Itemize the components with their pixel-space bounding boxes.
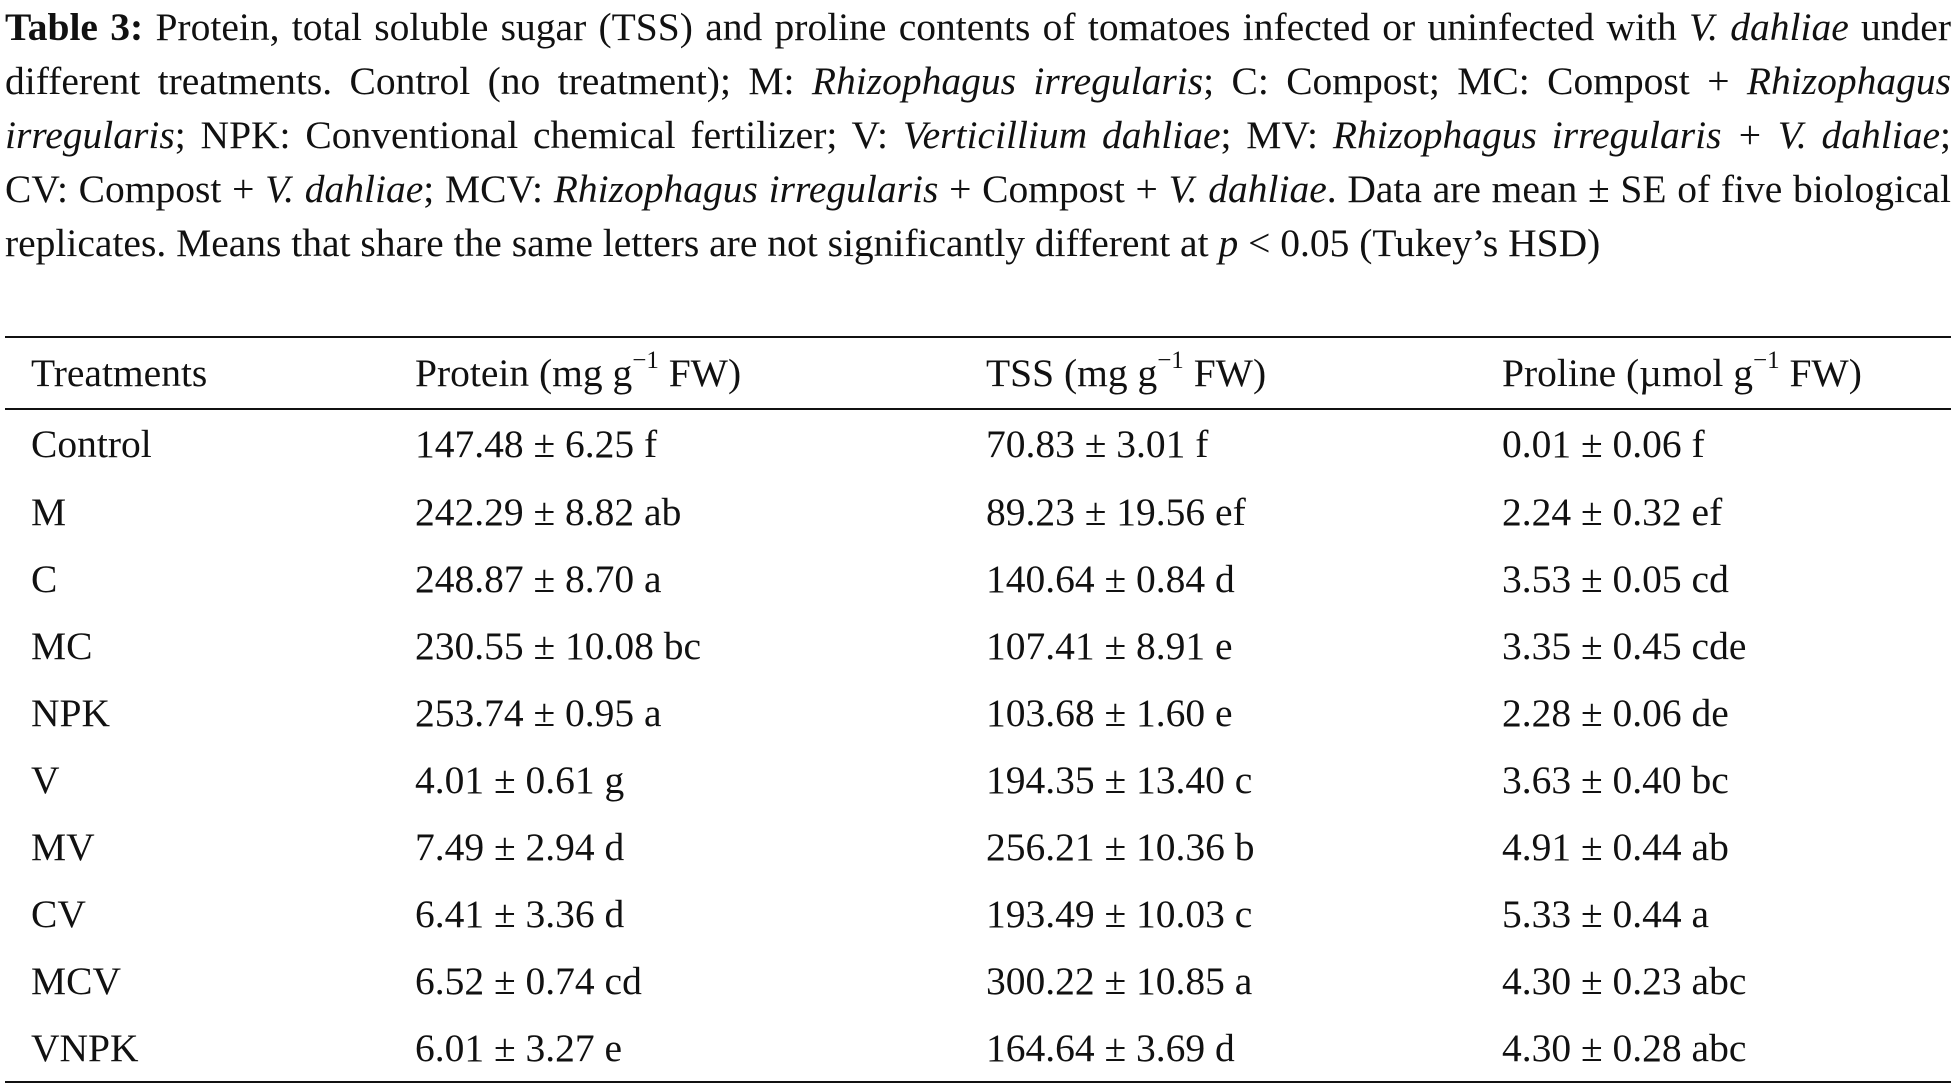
header-text: TSS (mg g: [986, 351, 1158, 395]
table-row: [5, 813, 1951, 880]
header-text: Protein (mg g: [415, 351, 633, 395]
cell-tss: 70.83 ± 3.01 f: [986, 422, 1209, 466]
header-proline: [1502, 337, 1951, 409]
header-row: [5, 337, 1951, 409]
cell-proline: 3.53 ± 0.05 cd: [1502, 556, 1729, 601]
caption-text: ; MCV:: [423, 167, 554, 211]
caption-italic-text: Rhizophagus irregularis: [5, 59, 1951, 157]
table-row: [5, 612, 1951, 679]
cell-proline: 3.35 ± 0.45 cde: [1502, 623, 1747, 668]
table-label: Table 3:: [5, 5, 144, 49]
cell-protein: 6.01 ± 3.27 e: [415, 1014, 986, 1082]
caption-italic-text: V. dahliae: [1168, 167, 1327, 211]
cell-treatment: MV: [31, 824, 95, 869]
cell-proline: 5.33 ± 0.44 a: [1502, 891, 1710, 936]
cell-tss: 89.23 ± 19.56 ef: [986, 489, 1246, 534]
cell-protein: 230.55 ± 10.08 bc: [415, 623, 702, 668]
caption-text: under different treatments. Control (no treatment); M:: [5, 5, 1951, 103]
table-row: [5, 880, 1951, 947]
caption-italic-text: Rhizophagus irregularis + V. dahliae: [1332, 113, 1941, 157]
cell-protein: 6.41 ± 3.36 d: [415, 891, 625, 936]
cell-tss: 256.21 ± 10.36 b: [986, 824, 1255, 869]
cell-protein: 248.87 ± 8.70 a: [415, 556, 662, 601]
header-unit: FW): [1183, 351, 1267, 395]
cell-treatment: M: [31, 489, 67, 534]
header-superscript: −1: [1157, 347, 1184, 374]
cell-treatment: CV: [31, 891, 86, 936]
cell-protein: 242.29 ± 8.82 ab: [415, 489, 682, 534]
cell-treatment: C: [31, 556, 58, 601]
header-superscript: −1: [1752, 347, 1780, 374]
caption-text: ; C: Compost; MC: Compost +: [1203, 59, 1747, 103]
cell-protein: 147.48 ± 6.25 f: [415, 422, 658, 466]
header-text: Treatments: [31, 351, 208, 395]
caption-italic-text: Rhizophagus irregularis: [811, 59, 1204, 103]
caption-text: + Compost +: [938, 167, 1169, 211]
header-unit: FW): [1779, 351, 1862, 395]
caption-text: < 0.05 (Tukey’s HSD): [1238, 221, 1601, 265]
header-text: Proline (µmol g: [1502, 351, 1753, 395]
cell-treatment: NPK: [31, 690, 111, 735]
cell-tss: 194.35 ± 13.40 c: [986, 757, 1253, 802]
cell-proline: 0.01 ± 0.06 f: [1502, 422, 1705, 466]
header-superscript: −1: [632, 347, 659, 374]
cell-tss: 193.49 ± 10.03 c: [986, 891, 1253, 936]
caption-italic-text: V. dahliae: [265, 167, 424, 211]
cell-proline: 4.30 ± 0.23 abc: [1502, 958, 1747, 1003]
cell-tss: 107.41 ± 8.91 e: [986, 623, 1233, 668]
cell-protein: 253.74 ± 0.95 a: [415, 690, 662, 735]
caption-italic-text: Verticillium dahliae: [902, 113, 1221, 157]
cell-treatment: Control: [31, 422, 152, 466]
caption-text: ; CV: Compost +: [5, 113, 1951, 211]
table-row: [5, 746, 1951, 813]
table-row: [5, 478, 1951, 545]
cell-protein: 4.01 ± 0.61 g: [415, 757, 625, 802]
cell-protein: 6.52 ± 0.74 cd: [415, 958, 642, 1003]
caption-text: ; NPK: Conventional chemical fertilizer; V:: [174, 113, 903, 157]
cell-proline: 3.63 ± 0.40 bc: [1502, 757, 1729, 802]
cell-tss: 300.22 ± 10.85 a: [986, 958, 1253, 1003]
header-tss: [986, 337, 1502, 409]
cell-treatment: MC: [31, 623, 93, 668]
table-caption: [5, 0, 1951, 270]
cell-tss: 164.64 ± 3.69 d: [986, 1014, 1502, 1082]
caption-italic-text: Rhizophagus irregularis: [553, 167, 939, 211]
cell-proline: 4.91 ± 0.44 ab: [1502, 824, 1729, 869]
cell-proline: 4.30 ± 0.28 abc: [1502, 1014, 1951, 1082]
cell-treatment: VNPK: [5, 1014, 415, 1082]
table-row: [5, 409, 1951, 478]
table-row: [5, 1014, 1951, 1082]
cell-proline: 2.24 ± 0.32 ef: [1502, 489, 1723, 534]
caption-text: ; MV:: [1220, 113, 1333, 157]
data-table: [5, 336, 1951, 1083]
table-row: [5, 947, 1951, 1014]
cell-proline: 2.28 ± 0.06 de: [1502, 690, 1729, 735]
cell-tss: 103.68 ± 1.60 e: [986, 690, 1233, 735]
table-row: [5, 679, 1951, 746]
caption-text: Protein, total soluble sugar (TSS) and proline contents of tomatoes infected or uninfected with: [155, 5, 1690, 49]
table-row: [5, 545, 1951, 612]
caption-italic-text: p: [1218, 221, 1239, 265]
caption-text: . Data are mean ± SE of five biological replicates. Means that share the same letters are not significantly different at: [5, 167, 1951, 265]
header-protein: [415, 337, 986, 409]
cell-treatment: MCV: [31, 958, 121, 1003]
cell-treatment: V: [31, 757, 60, 802]
header-unit: FW): [658, 351, 742, 395]
caption-italic-text: V. dahliae: [1689, 5, 1849, 49]
header-treatments: [5, 337, 415, 409]
cell-protein: 7.49 ± 2.94 d: [415, 824, 625, 869]
cell-tss: 140.64 ± 0.84 d: [986, 556, 1235, 601]
